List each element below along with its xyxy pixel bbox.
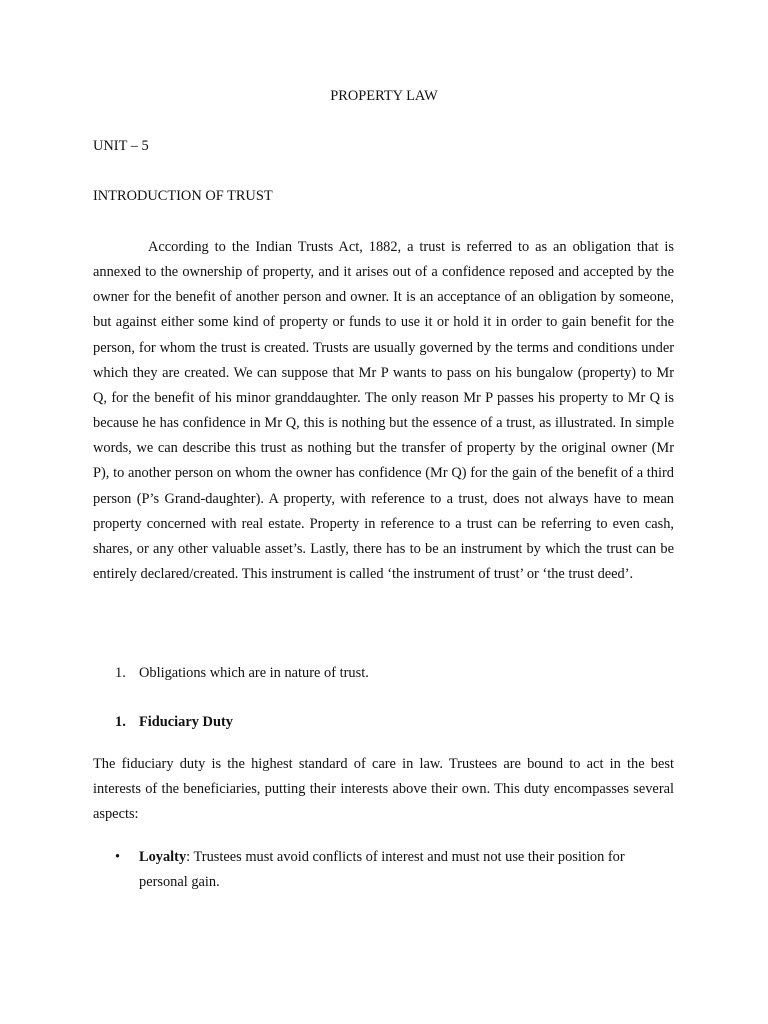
bullet-term: Loyalty bbox=[139, 849, 187, 865]
intro-paragraph: According to the Indian Trusts Act, 1882, a trust is referred to as an obligation that is annexed to the ownership of property, and it arises out of a confidence reposed and accepted by the owner for the benefit of another person and owner. It is an acceptance of an obligation by someone, but against either some kind of property or funds to use it or hold it in order to gain benefit for the person, for whom the trust is created. Trusts are usually governed by the terms and conditions under which they are created. We can suppose that Mr P wants to pass on his bungalow (property) to Mr Q, for the benefit of his minor granddaughter. The only reason Mr P passes his property to Mr Q is because he has confidence in Mr Q, this is nothing but the essence of a trust, as illustrated. In simple words, we can describe this trust as nothing but the transfer of property by the original owner (Mr P), to another person on whom the owner has confidence (Mr Q) for the gain of the benefit of a third person (P’s Grand-daughter). A property, with reference to a trust, does not always have to mean property concerned with real estate. Property in reference to a trust can be referring to even cash, shares, or any other valuable asset’s. Lastly, there has to be an instrument by which the trust can be entirely declared/created. This instrument is called ‘the instrument of trust’ or ‘the trust deed’. bbox=[93, 239, 674, 583]
bullet-text bbox=[139, 845, 675, 895]
document-title: PROPERTY LAW bbox=[330, 88, 438, 104]
bullet-icon: • bbox=[115, 849, 121, 865]
subheading-number: 1. bbox=[115, 714, 126, 730]
list-item-text: Obligations which are in nature of trust. bbox=[139, 665, 369, 681]
bullet-description: : Trustees must avoid conflicts of interest and must not use their position for personal gain. bbox=[139, 849, 625, 891]
section-heading: INTRODUCTION OF TRUST bbox=[93, 188, 273, 204]
unit-label: UNIT – 5 bbox=[93, 138, 149, 154]
subheading-text: Fiduciary Duty bbox=[139, 714, 233, 730]
list-number: 1. bbox=[115, 665, 126, 681]
fiduciary-paragraph: The fiduciary duty is the highest standard of care in law. Trustees are bound to act in the best interests of the beneficiaries, putting their interests above their own. This duty encompasses several aspects: bbox=[93, 756, 674, 823]
